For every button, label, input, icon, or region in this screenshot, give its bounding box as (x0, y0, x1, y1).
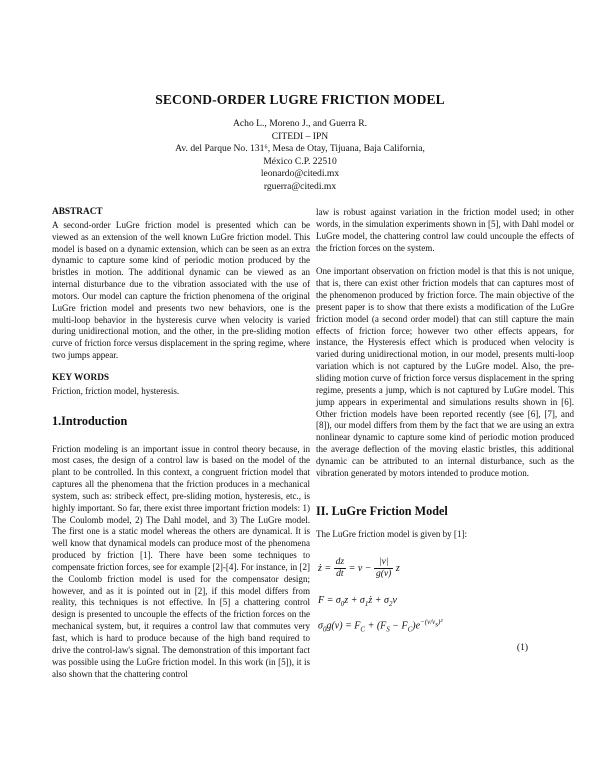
intro-heading: 1.Introduction (52, 413, 128, 428)
email-line: rguerra@citedi.mx (263, 180, 337, 192)
author-block (0, 118, 600, 194)
left-column (52, 207, 310, 680)
equation-block (316, 555, 574, 661)
right-column (316, 207, 574, 661)
keywords-heading: KEY WORDS (52, 372, 110, 383)
paragraph: law is robust against variation in the friction model used; in other words, in the simulation experiments shown in [5], with Dahl model or LuGre model, the chattering control law could uncouple the effects of the friction forces on the system. (316, 207, 574, 253)
equation-friction-force: $F = \sigma_0z$ + $\sigma_1ż + \sigma_2v$ (318, 595, 397, 609)
postal-line: México C.P. 22510 (263, 155, 337, 167)
equation-z-dot: ż = $\frac{dz}{dt}$ = v − $\frac{|v|}{g(v)}$ z (318, 557, 400, 580)
paragraph: One important observation on friction model is that this is not unique, that is, there can exist other friction models that can captures most of the phenomenon produced by friction force. The main objective of the present paper is to show that there exists a modification of the LuGre friction model (a second order model) that can still capture the main effects of friction force; however two other effects appears, for instance, the Hysteresis effect which is produced when velocity is varied during unidirectional motion, in our model, presents multi-loop variation which is not captured by the LuGre model. Also, the pre-sliding motion curve of friction force versus displacement in the spring regime, presents a jump, which is not captured by LuGre model. This jump appears in experimental and simulations results shown in [6]. Other friction models have been reported recently (see [6], [7], and [8]), our model differs from them by the fact that we are using an extra nonlinear dynamic to capture some kind of periodic motion produced the average deflection of the moving elastic bristles, this additional dynamic can be attributed to an internal disturbance, such as the vibration generated by motors intended to produce motion. (316, 266, 574, 478)
equation-stribeck: $\sigma_0g(v) = F_C + (F_S - F_C)e^{-(v/v_s)^2}$ (318, 618, 443, 634)
abstract-text: A second-order LuGre friction model is presented which can be viewed as an extension of the well known LuGre friction model. This model is based on a dynamic extension, which can be seen as an extra dynamic to capture some kind of periodic motion produced by the bristles in motion. The additional dynamic can be viewed as an internal disturbance due to the vibration associated with the use of motors. Our model can capture the friction phenomena of the original LuGre friction model and presents two new behaviors, one is the multi-loop behavior in the hysteresis curve when velocity is varied during unidirectional motion, and the other, in the pre-sliding motion curve of friction force versus displacement in the spring regime, where two jumps appear. (52, 219, 310, 361)
affiliation-line: CITEDI – IPN (271, 130, 329, 142)
keywords-text: Friction, friction model, hysteresis. (52, 385, 180, 396)
paper-title: SECOND-ORDER LUGRE FRICTION MODEL (155, 92, 445, 107)
equation-number: (1) (516, 643, 528, 654)
address-line: Av. del Parque No. 131⁶, Mesa de Otay, Tijuana, Baja California, (175, 143, 425, 155)
section-heading: II. LuGre Friction Model (316, 503, 448, 518)
author-names: Acho L., Moreno J., and Guerra R. (232, 118, 367, 129)
email-line: leonardo@citedi.mx (260, 168, 340, 180)
abstract-heading: ABSTRACT (52, 207, 103, 217)
intro-text: Friction modeling is an important issue in control theory because, in most cases, the design of a control law is based on the model of the plant to be controlled. In this context, a congruent friction model that captures all the phenomena that the friction produces in a mechanical system, such as: stribeck effect, pre-sliding motion, hysteresis, etc., is highly important. So far, there exist three important friction models: 1) The Coulomb model, 2) The Dahl model, and 3) The LuGre model. The first one is a static model whereas the others are dynamical. It is well know that dynamical models can produce most of the phenomena produced by friction [1]. There have been some techniques to compensate friction forces, see for example [2]-[4]. For instance, in [2] the Coulomb friction model is used for the compensator design; however, and as it is pointed out in [2], if this model differs from reality, this techniques is not effective. In [5] a chattering control design is presented to uncouple the effects of the friction forces on the mechanical system, but, it requires a control law that commutes very fast, which is hard to produce because of the high band required to drive the control-law's signal. The demonstration of this important fact was possible using the LuGre friction model. In this work (in [5]), it is also shown that the chattering control (52, 443, 310, 679)
section-intro: The LuGre friction model is given by [1]: (316, 529, 467, 540)
